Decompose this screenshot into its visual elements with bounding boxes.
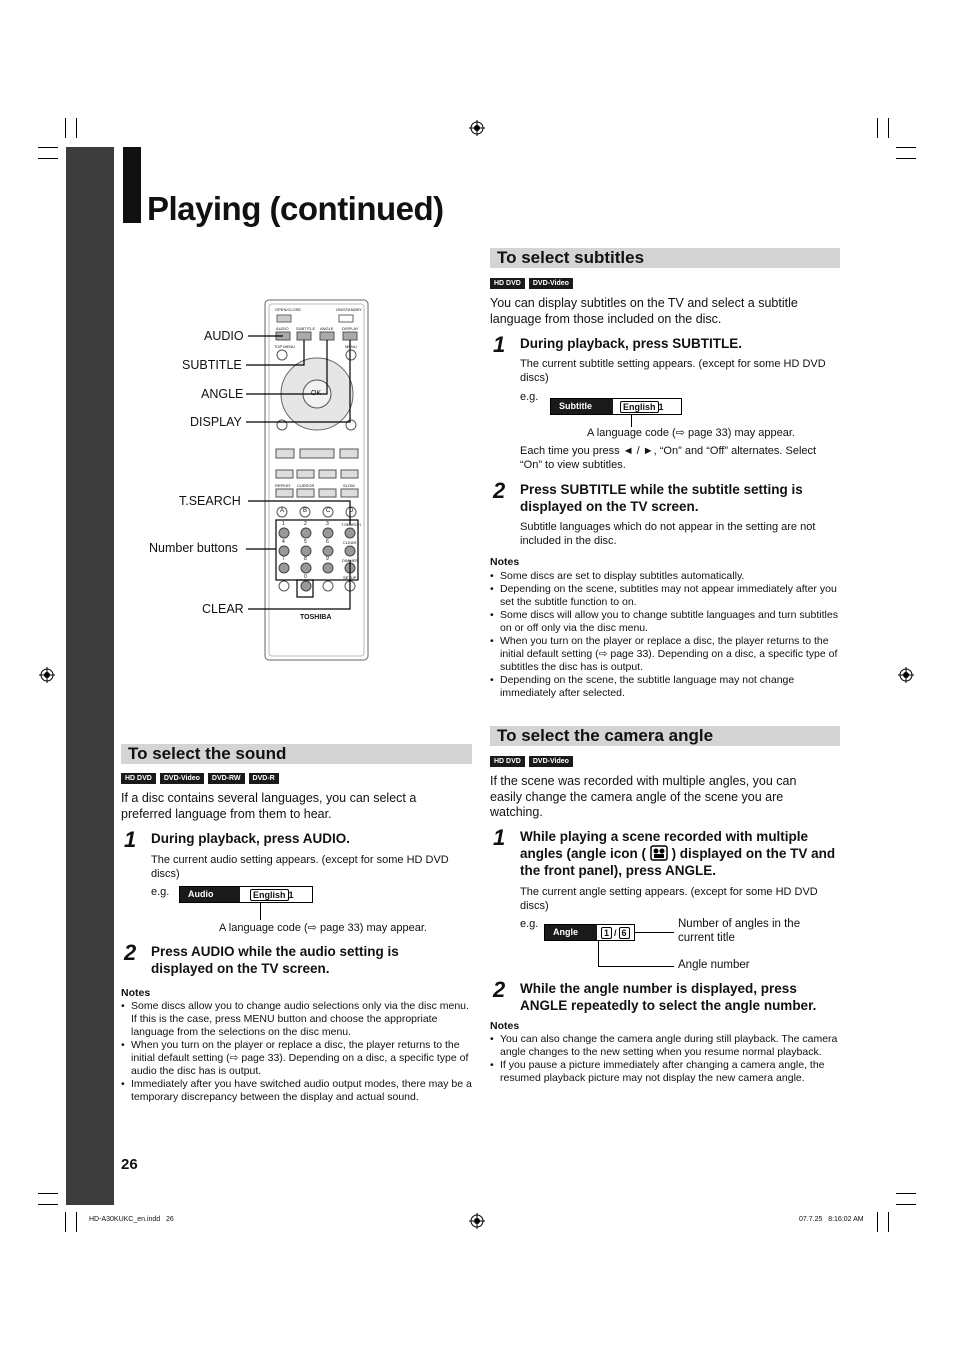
crop-mark [38, 1204, 58, 1205]
remote-setup-label: SETUP [343, 575, 357, 580]
angle-intro: If the scene was recorded with multiple angles, you can easily change the camera angle of the scene you are watching. [490, 774, 797, 819]
remote-open-close-label: OPEN/CLOSE [275, 307, 302, 312]
osd-language-value: English [250, 889, 289, 901]
step-number-1: 1 [124, 827, 137, 852]
remote-cursor-label: CURSOR [297, 483, 315, 488]
disc-badge: DVD-Video [160, 773, 204, 784]
notes-heading: Notes [490, 556, 520, 568]
remote-brand-logo: TOSHIBA [300, 614, 332, 621]
notes-heading: Notes [121, 987, 151, 999]
crop-mark [65, 118, 66, 138]
registration-mark-icon [469, 120, 485, 136]
osd-angle-total: 6 [619, 927, 630, 939]
crop-mark [38, 1193, 58, 1194]
notes-heading: Notes [490, 1020, 520, 1032]
crop-mark [896, 147, 916, 148]
disc-badges-sound [121, 773, 279, 784]
remote-menu-label: MENU [345, 344, 357, 349]
subtitles-caption [587, 426, 795, 440]
sound-osd-example [179, 886, 313, 903]
remote-label-display: DISPLAY [190, 415, 242, 429]
remote-key-clear: CLEAR [343, 540, 357, 545]
sound-eg-label: e.g. [151, 886, 170, 898]
disc-badge: DVD-Video [529, 756, 573, 767]
remote-digit: 6 [326, 539, 329, 545]
step-number-1: 1 [493, 332, 506, 357]
remote-digit: 0 [304, 574, 307, 580]
note-item: • You can also change the camera angle during still playback. The camera angle changes to the new setting when you resume normal playback. [490, 1033, 842, 1059]
caption-text: A language code ( [587, 427, 676, 439]
note-item: • If you pause a picture immediately after changing a camera angle, the resumed playback picture may not display the new camera angle. [490, 1059, 842, 1085]
sound-intro: If a disc contains several languages, you can select a preferred language from them to hear. [121, 791, 417, 821]
caption-text: page 33) may appear. [316, 922, 427, 934]
angle-step-1-text: ) displayed on the TV and the front panel), press ANGLE. [520, 846, 836, 878]
angle-callout-number: Angle number [678, 959, 750, 971]
crop-mark [888, 118, 889, 138]
angle-callout-total: Number of angles in the current title [678, 918, 801, 944]
note-item: • Some discs will allow you to change subtitle languages and turn subtitles on or off only via the disc menu. [490, 609, 842, 635]
note-item: • Depending on the scene, subtitles may not appear immediately after you set the subtitle function to on. [490, 583, 842, 609]
remote-digit: 3 [326, 521, 329, 527]
registration-mark-icon [469, 1213, 485, 1229]
title-accent-bar [123, 147, 141, 223]
step-number-2: 2 [493, 977, 506, 1002]
remote-repeat-label: REPEAT [275, 483, 291, 488]
osd-label: Audio [180, 887, 240, 902]
remote-control-illustration [140, 298, 380, 663]
side-tab [66, 147, 114, 1205]
remote-top-menu-label: TOP MENU [274, 344, 295, 349]
osd-label: Angle [545, 925, 597, 940]
page-number: 26 [121, 1156, 138, 1173]
note-item: • When you turn on the player or replace a disc, the player returns to the initial default setting (⇨ page 33). Depending on a disc, a specific type of subtitles the disc has is output. [490, 635, 842, 674]
remote-slow-label: SLOW [343, 483, 355, 488]
disc-badge: HD DVD [490, 756, 525, 767]
step-number-1: 1 [493, 825, 506, 850]
arrow-icon: ⇨ [675, 427, 685, 439]
callout-line [598, 966, 674, 967]
subtitles-step-1-desc: The current subtitle setting appears. (except for some HD DVD discs) [520, 358, 826, 384]
page-title: Playing (continued) [147, 190, 444, 227]
remote-key-d: D [349, 508, 354, 514]
subtitles-step-2-desc: Subtitle languages which do not appear in the setting are not included in the disc. [520, 521, 816, 547]
subtitles-eg-label: e.g. [520, 391, 539, 403]
disc-badge: HD DVD [490, 278, 525, 289]
note-item: • Some discs are set to display subtitles automatically. [490, 570, 842, 583]
remote-digit: 2 [304, 521, 307, 527]
callout-line [598, 940, 599, 966]
remote-key-c: C [326, 508, 331, 514]
remote-digit: 1 [282, 521, 285, 527]
sound-notes-list [121, 1000, 473, 1104]
crop-mark [888, 1212, 889, 1232]
remote-key-b: B [303, 508, 308, 514]
angle-camera-icon [650, 845, 668, 861]
remote-label-audio: AUDIO [204, 329, 244, 343]
caption-text: A language code ( [219, 922, 308, 934]
footer-file-name: HD-A30KUKC_en.indd 26 [89, 1216, 174, 1223]
remote-label-clear: CLEAR [202, 602, 244, 616]
angle-step-1-text: While playing a scene recorded with multiple angles (angle icon ( [520, 829, 809, 861]
subtitles-osd-example [550, 398, 682, 415]
remote-digit: 4 [282, 539, 285, 545]
angle-step-1-desc: The current angle setting appears. (except for some HD DVD discs) [520, 886, 818, 912]
angle-eg-label: e.g. [520, 918, 539, 930]
angle-step-1 [520, 828, 840, 879]
angle-step-2: While the angle number is displayed, press ANGLE repeatedly to select the angle number. [520, 981, 817, 1013]
crop-mark [896, 158, 916, 159]
note-item: • When you turn on the player or replace a disc, the player returns to the initial default setting (⇨ page 33). Depending on a disc, a specific type of audio the disc has is output. [121, 1039, 473, 1078]
remote-diagram [140, 298, 380, 663]
remote-key-subtitle: SUBTITLE [296, 326, 316, 331]
crop-mark [76, 118, 77, 138]
registration-mark-icon [39, 667, 55, 683]
osd-suffix: 1 [288, 889, 294, 900]
remote-label-angle: ANGLE [201, 387, 244, 401]
disc-badge: DVD-RW [208, 773, 245, 784]
remote-dimmer-label: DIMMER [342, 558, 359, 563]
remote-label-subtitle: SUBTITLE [182, 358, 242, 372]
sound-caption [219, 921, 427, 935]
crop-mark [896, 1193, 916, 1194]
crop-mark [38, 147, 58, 148]
remote-ok-label: OK [311, 390, 322, 397]
section-heading-subtitles: To select subtitles [490, 248, 840, 268]
osd-angle-current: 1 [601, 927, 612, 939]
crop-mark [76, 1212, 77, 1232]
disc-badge: HD DVD [121, 773, 156, 784]
step-number-2: 2 [124, 940, 137, 965]
disc-badge: DVD-Video [529, 278, 573, 289]
section-heading-angle: To select the camera angle [490, 726, 840, 746]
crop-mark [896, 1204, 916, 1205]
osd-separator: / [614, 927, 617, 938]
remote-label-number-buttons: Number buttons [149, 541, 238, 555]
crop-mark [877, 1212, 878, 1232]
subtitles-step-1: During playback, press SUBTITLE. [520, 336, 743, 351]
remote-digit: 9 [326, 556, 329, 562]
remote-digit: 5 [304, 539, 307, 545]
remote-label-tsearch: T.SEARCH [179, 494, 241, 508]
sound-step-2: Press AUDIO while the audio setting is displayed on the TV screen. [151, 944, 399, 976]
callout-line [634, 932, 674, 933]
angle-osd-example [544, 924, 635, 941]
registration-mark-icon [898, 667, 914, 683]
note-item: • Depending on the scene, the subtitle language may not change immediately after selected. [490, 674, 842, 700]
remote-on-standby-label: ON/STANDBY [336, 307, 362, 312]
osd-language-value: English [620, 401, 659, 413]
sound-step-1-desc: The current audio setting appears. (except for some HD DVD discs) [151, 854, 449, 880]
subtitles-toggle-text: Each time you press ◄ / ►, “On” and “Off” alternates. Select “On” to view subtitles. [520, 445, 817, 471]
crop-mark [65, 1212, 66, 1232]
subtitles-intro: You can display subtitles on the TV and select a subtitle language from those included on the disc. [490, 296, 798, 326]
section-heading-sound: To select the sound [121, 744, 472, 764]
remote-key-a: A [280, 508, 285, 514]
step-number-2: 2 [493, 478, 506, 503]
note-item: • Some discs allow you to change audio selections only via the disc menu. If this is the case, press MENU button and choose the appropriate language from the selections on the disc menu. [121, 1000, 473, 1039]
remote-key-audio: AUDIO [276, 326, 289, 331]
crop-mark [38, 158, 58, 159]
subtitles-notes-list [490, 570, 842, 700]
caption-text: page 33) may appear. [684, 427, 795, 439]
arrow-icon: ⇨ [307, 922, 317, 934]
callout-line [260, 902, 261, 920]
remote-digit: 8 [304, 556, 307, 562]
angle-notes-list [490, 1033, 842, 1085]
note-item: • Immediately after you have switched audio output modes, there may be a temporary discrepancy between the display and actual sound. [121, 1078, 473, 1104]
disc-badges-subtitles [490, 278, 573, 289]
disc-badges-angle [490, 756, 573, 767]
remote-digit: 7 [282, 556, 285, 562]
subtitles-step-2: Press SUBTITLE while the subtitle setting is displayed on the TV screen. [520, 482, 803, 514]
osd-suffix: 1 [658, 401, 664, 412]
footer-timestamp: 07.7.25 8:16:02 AM [799, 1216, 864, 1223]
remote-key-display: DISPLAY [342, 326, 359, 331]
remote-key-tsearch: T.SEARCH [341, 522, 361, 527]
disc-badge: DVD-R [249, 773, 279, 784]
crop-mark [877, 118, 878, 138]
osd-label: Subtitle [551, 399, 613, 414]
sound-step-1: During playback, press AUDIO. [151, 831, 351, 846]
remote-key-angle: ANGLE [320, 326, 334, 331]
